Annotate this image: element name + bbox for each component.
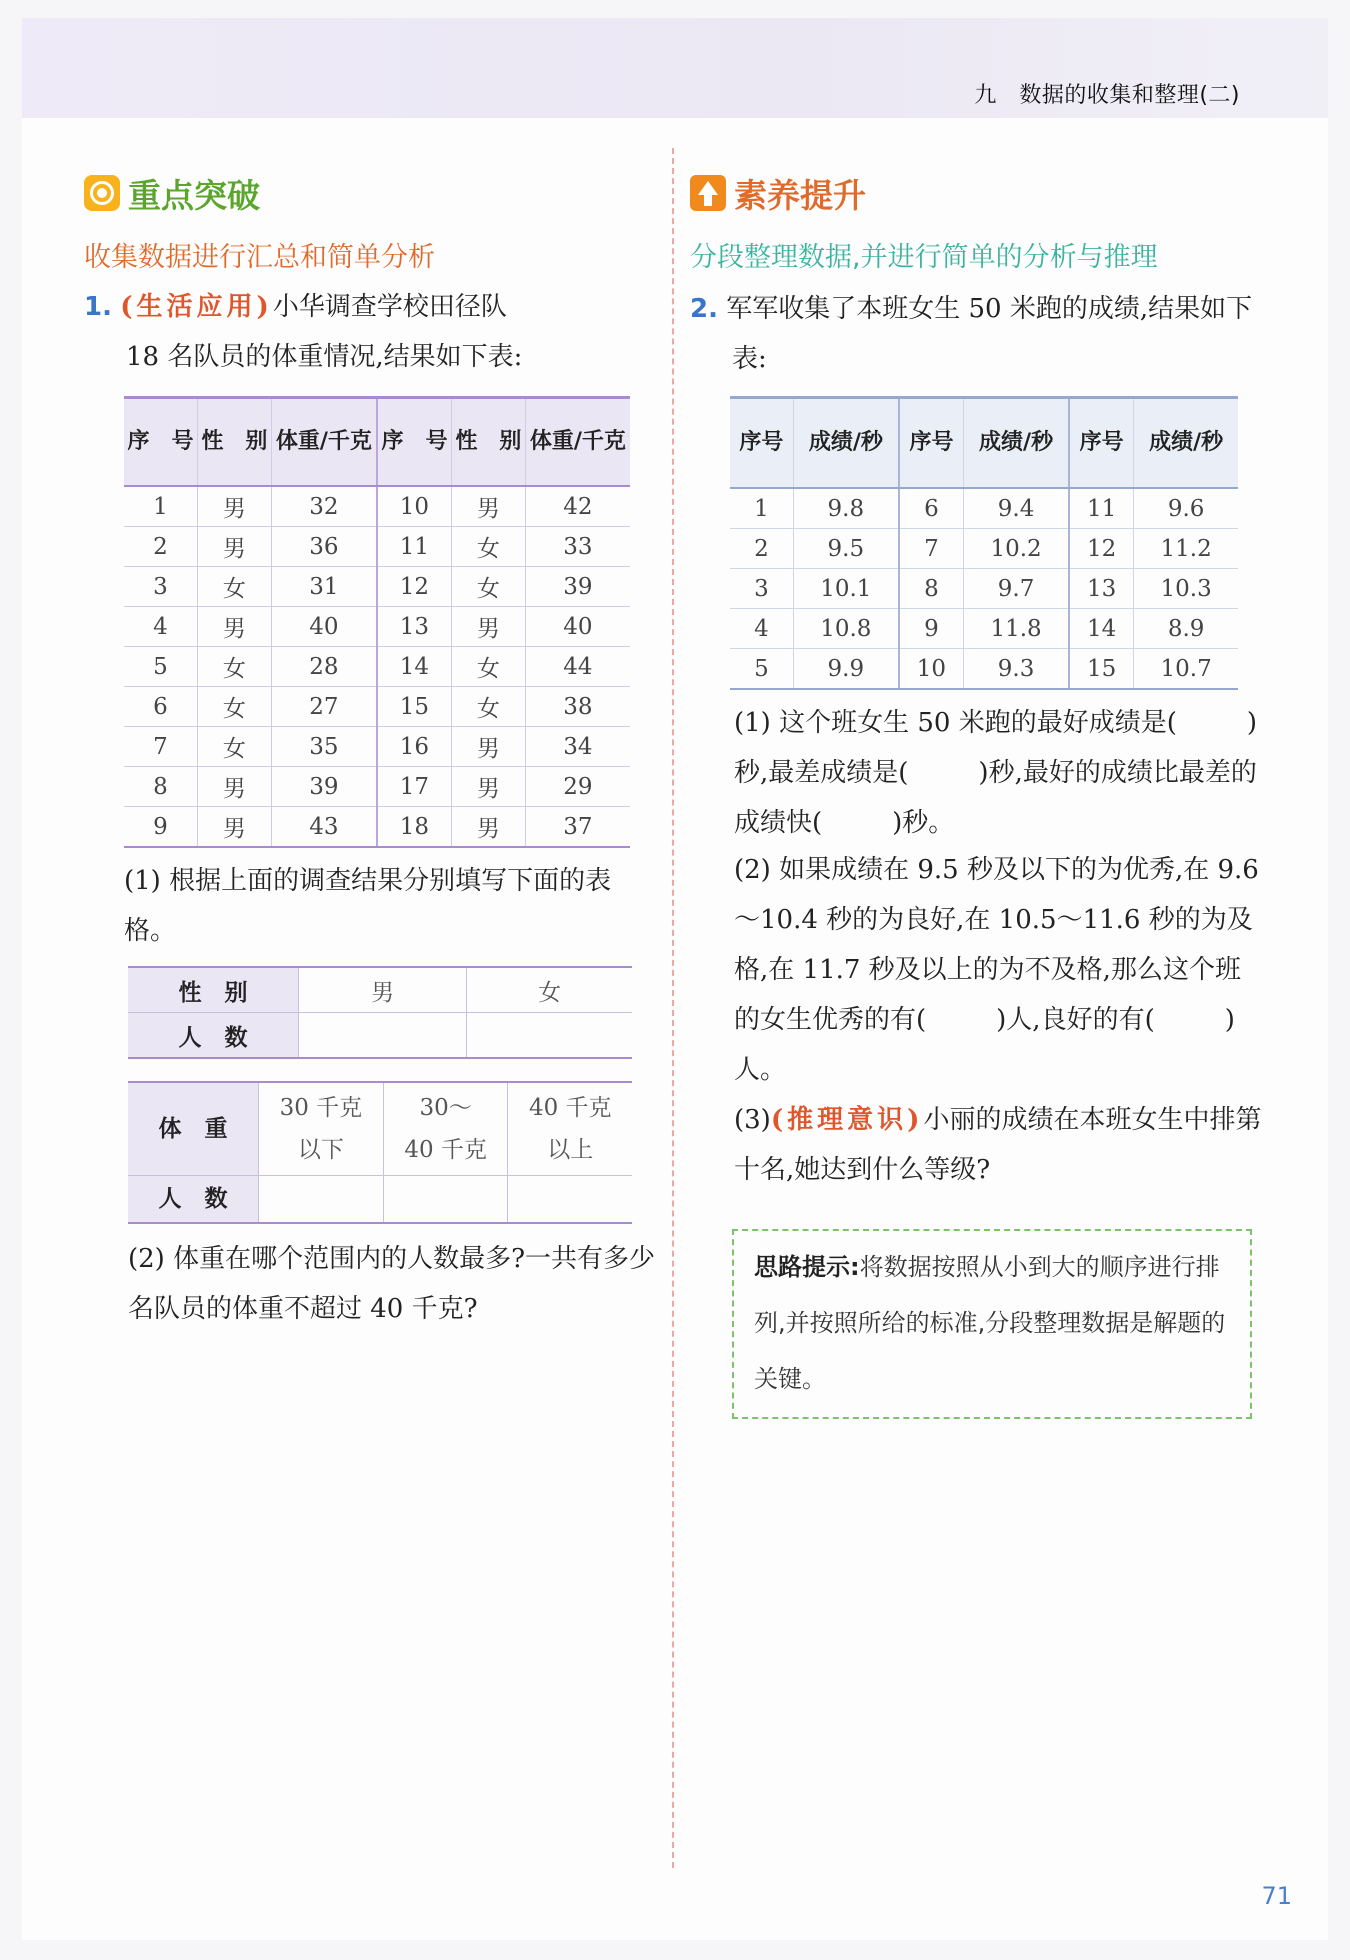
count-label: 人 数 (128, 1013, 299, 1059)
table-cell: 3 (124, 567, 197, 607)
section-heading-literacy: 素养提升 (690, 158, 1265, 228)
male-header: 男 (299, 967, 467, 1013)
table-cell: 10.7 (1134, 649, 1238, 690)
table-cell: 8 (899, 569, 964, 609)
table-cell: 9.4 (964, 488, 1070, 529)
count-blank[interactable] (259, 1176, 384, 1224)
up-arrow-icon (690, 175, 726, 211)
count-label: 人 数 (128, 1176, 259, 1224)
table-cell: 9.6 (1134, 488, 1238, 529)
table-row (124, 767, 630, 807)
table-cell: 10.2 (964, 529, 1070, 569)
col-header: 序号 (1069, 398, 1134, 489)
table-cell: 43 (271, 807, 377, 848)
male-count-blank[interactable] (299, 1013, 467, 1059)
question-1-text: 18 名队员的体重情况,结果如下表: (126, 342, 523, 372)
table-cell: 27 (271, 687, 377, 727)
left-column (84, 158, 662, 1334)
hint-text: 将数据按照从小到大的顺序进行排列,并按照所给的标准,分段整理数据是解题的关键。 (754, 1253, 1226, 1393)
table-cell: 15 (377, 687, 451, 727)
col-header: 体重/千克 (271, 398, 377, 487)
table-cell: 6 (899, 488, 964, 529)
table-cell: 32 (271, 486, 377, 527)
table-cell: 9 (899, 609, 964, 649)
table-cell: 1 (124, 486, 197, 527)
table-cell: 5 (124, 647, 197, 687)
col-header: 序 号 (377, 398, 451, 487)
table-cell: 14 (1069, 609, 1134, 649)
table-cell: 11 (1069, 488, 1134, 529)
hint-label: 思路提示: (754, 1253, 860, 1281)
table-cell: 男 (451, 727, 525, 767)
table-row (730, 609, 1238, 649)
table-cell: 女 (451, 527, 525, 567)
table-cell: 女 (197, 567, 271, 607)
weight-table (124, 396, 630, 848)
section-heading-key-points: 重点突破 (84, 158, 662, 228)
col-header: 性 别 (451, 398, 525, 487)
table-cell: 5 (730, 649, 793, 690)
table-cell: 42 (525, 486, 630, 527)
right-column (690, 158, 1265, 1419)
question-1-part-1: (1) 根据上面的调查结果分别填写下面的表格。 (124, 866, 612, 946)
table-row (124, 607, 630, 647)
table-cell: 女 (197, 727, 271, 767)
table-cell: 男 (197, 486, 271, 527)
table-cell: 男 (451, 807, 525, 848)
table-cell: 44 (525, 647, 630, 687)
col-header: 性 别 (197, 398, 271, 487)
table-cell: 40 (525, 607, 630, 647)
table-cell: 36 (271, 527, 377, 567)
question-2-part-3: (3)(推理意识)小丽的成绩在本班女生中排第十名,她达到什么等级? (734, 1105, 1262, 1185)
table-row (730, 488, 1238, 529)
table-cell: 男 (451, 767, 525, 807)
table-cell: 6 (124, 687, 197, 727)
table-cell: 女 (451, 647, 525, 687)
textbook-page (22, 18, 1328, 1940)
table-row (124, 486, 630, 527)
weight-range-table (128, 1081, 632, 1224)
question-1: 1. (生活应用)小华调查学校田径队 (84, 292, 507, 322)
table-cell: 4 (124, 607, 197, 647)
table-cell: 9.9 (793, 649, 899, 690)
page-number: 71 (1261, 1882, 1292, 1910)
gender-label: 性 别 (128, 967, 299, 1013)
table-cell: 11.8 (964, 609, 1070, 649)
table-cell: 女 (451, 567, 525, 607)
table-row (730, 529, 1238, 569)
table-cell: 16 (377, 727, 451, 767)
table-cell: 15 (1069, 649, 1134, 690)
table-row (124, 727, 630, 767)
table-cell: 29 (525, 767, 630, 807)
subheading: 收集数据进行汇总和简单分析 (84, 242, 435, 273)
running-time-table-body (730, 488, 1238, 689)
table-cell: 10.3 (1134, 569, 1238, 609)
table-row (730, 569, 1238, 609)
table-cell: 10 (899, 649, 964, 690)
table-cell: 9 (124, 807, 197, 848)
hint-box (732, 1229, 1252, 1419)
table-cell: 2 (124, 527, 197, 567)
table-cell: 9.7 (964, 569, 1070, 609)
table-cell: 39 (525, 567, 630, 607)
table-cell: 7 (124, 727, 197, 767)
table-cell: 12 (1069, 529, 1134, 569)
target-icon (84, 175, 120, 211)
range-30-40: 30～ 40 千克 (383, 1082, 508, 1176)
question-2: 2. 军军收集了本班女生 50 米跑的成绩,结果如下表: (690, 294, 1253, 374)
weight-table-body (124, 486, 630, 847)
table-cell: 男 (451, 486, 525, 527)
table-cell: 8 (124, 767, 197, 807)
table-cell: 9.3 (964, 649, 1070, 690)
table-cell: 男 (197, 767, 271, 807)
table-cell: 35 (271, 727, 377, 767)
running-time-table (730, 396, 1238, 690)
table-cell: 9.8 (793, 488, 899, 529)
col-header: 体重/千克 (525, 398, 630, 487)
table-cell: 女 (451, 687, 525, 727)
table-cell: 2 (730, 529, 793, 569)
table-cell: 12 (377, 567, 451, 607)
table-cell: 男 (451, 607, 525, 647)
table-cell: 38 (525, 687, 630, 727)
table-cell: 8.9 (1134, 609, 1238, 649)
table-cell: 男 (197, 807, 271, 848)
table-cell: 女 (197, 687, 271, 727)
table-cell: 18 (377, 807, 451, 848)
gender-count-table (128, 966, 632, 1059)
table-cell: 10 (377, 486, 451, 527)
col-header: 成绩/秒 (964, 398, 1070, 489)
table-cell: 男 (197, 527, 271, 567)
table-row (124, 647, 630, 687)
table-cell: 39 (271, 767, 377, 807)
table-cell: 31 (271, 567, 377, 607)
col-header: 序号 (730, 398, 793, 489)
table-cell: 13 (1069, 569, 1134, 609)
table-cell: 9.5 (793, 529, 899, 569)
table-row (124, 567, 630, 607)
count-blank[interactable] (383, 1176, 508, 1224)
table-cell: 11 (377, 527, 451, 567)
table-cell: 女 (197, 647, 271, 687)
female-count-blank[interactable] (467, 1013, 632, 1059)
table-cell: 10.8 (793, 609, 899, 649)
table-cell: 1 (730, 488, 793, 529)
table-cell: 33 (525, 527, 630, 567)
table-row (124, 527, 630, 567)
col-header: 序 号 (124, 398, 197, 487)
table-cell: 34 (525, 727, 630, 767)
table-cell: 40 (271, 607, 377, 647)
question-2-part-2: (2) 如果成绩在 9.5 秒及以下的为优秀,在 9.6～10.4 秒的为良好,在 10.5～11.6 秒的为及格,在 11.7 秒及以上的为不及格,那么这个班的女生优秀的有( )人,良好的有( )人。 (734, 855, 1259, 1085)
table-row (730, 649, 1238, 690)
table-row (124, 687, 630, 727)
range-below-30: 30 千克 以下 (259, 1082, 384, 1176)
table-cell: 11.2 (1134, 529, 1238, 569)
table-cell: 7 (899, 529, 964, 569)
table-cell: 4 (730, 609, 793, 649)
table-cell: 17 (377, 767, 451, 807)
column-divider (672, 148, 674, 1868)
col-header: 序号 (899, 398, 964, 489)
table-row (124, 807, 630, 848)
table-cell: 男 (197, 607, 271, 647)
table-cell: 3 (730, 569, 793, 609)
question-1-part-2: (2) 体重在哪个范围内的人数最多?一共有多少名队员的体重不超过 40 千克? (128, 1244, 656, 1324)
table-cell: 13 (377, 607, 451, 647)
question-2-part-1: (1) 这个班女生 50 米跑的最好成绩是( )秒,最差成绩是( )秒,最好的成绩比最差的成绩快( )秒。 (734, 708, 1258, 838)
weight-label: 体 重 (128, 1082, 259, 1176)
female-header: 女 (467, 967, 632, 1013)
range-above-40: 40 千克 以上 (508, 1082, 632, 1176)
table-cell: 37 (525, 807, 630, 848)
running-head: 九 数据的收集和整理(二) (974, 83, 1240, 108)
table-cell: 28 (271, 647, 377, 687)
col-header: 成绩/秒 (793, 398, 899, 489)
subheading: 分段整理数据,并进行简单的分析与推理 (690, 242, 1158, 273)
table-cell: 10.1 (793, 569, 899, 609)
col-header: 成绩/秒 (1134, 398, 1238, 489)
count-blank[interactable] (508, 1176, 632, 1224)
table-cell: 14 (377, 647, 451, 687)
